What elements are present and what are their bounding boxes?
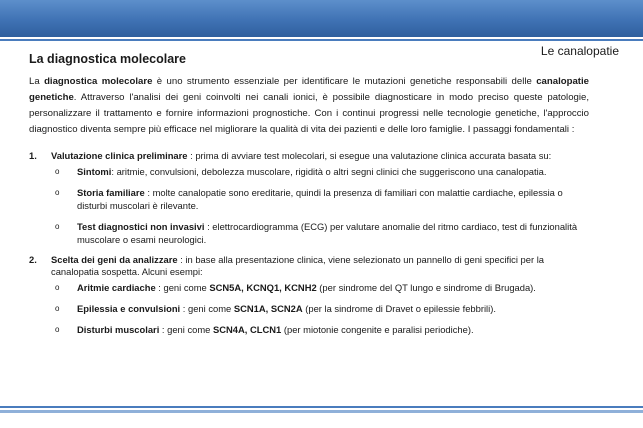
sub-list <box>51 281 589 336</box>
sub-text: : geni come <box>155 282 210 293</box>
sub-item <box>51 302 589 315</box>
intro-text-3: . Attraverso l'analisi dei geni coinvolti nei canali ionici, è possibile diagnosticare in modo preciso queste patologie, personalizzare il trattamento e fornire informazioni prognostiche. Con i continui progressi nelle tecnologie genetiche, l'approccio diagnostico diventa sempre più efficace nel migliorare la qualità di vita dei pazienti e delle loro famiglie. I passaggi fondamentali : <box>29 92 589 135</box>
step-number: 2. <box>29 254 37 265</box>
sub-title: Disturbi muscolari <box>77 324 160 335</box>
step-title: Scelta dei geni da analizzare <box>51 254 178 265</box>
bullet-o-icon: o <box>55 304 60 313</box>
sub-item <box>51 165 589 178</box>
bullet-o-icon: o <box>55 283 60 292</box>
header-rule <box>0 39 643 41</box>
sub-text: (per miotonie congenite e paralisi periodiche). <box>281 324 474 335</box>
sub-title: Aritmie cardiache <box>77 282 156 293</box>
steps-list <box>29 150 589 336</box>
sub-item <box>51 186 589 212</box>
sub-text: : geni come <box>180 303 234 314</box>
step-item <box>29 150 589 246</box>
sub-title: Test diagnostici non invasivi <box>77 221 205 232</box>
sub-item <box>51 323 589 336</box>
sub-text: (per la sindrome di Dravet o epilessie febbrili). <box>302 303 496 314</box>
sub-text: : elettrocardiogramma (ECG) per valutare anomalie del ritmo cardiaco, test di funzionalità muscolare o esami neurologici. <box>77 221 578 245</box>
slide-content <box>29 52 589 344</box>
sub-title: Storia familiare <box>77 187 145 198</box>
step-text: : in base alla presentazione clinica, viene selezionato un pannello di geni specifici per la canalopatia sospetta. Alcuni esempi: <box>51 254 545 277</box>
sub-text: : geni come <box>159 324 213 335</box>
intro-text-2: è uno strumento essenziale per identificare le mutazioni genetiche responsabili delle <box>152 76 537 87</box>
step-title: Valutazione clinica preliminare <box>51 150 188 161</box>
sub-title: Epilessia e convulsioni <box>77 303 181 314</box>
step-number: 1. <box>29 150 37 161</box>
bullet-o-icon: o <box>55 222 60 231</box>
gene-list: SCN4A, CLCN1 <box>213 324 282 335</box>
sub-title: Sintomi <box>77 166 112 177</box>
header-band <box>0 0 643 37</box>
section-label: Le canalopatie <box>540 44 619 58</box>
intro-paragraph <box>29 74 589 138</box>
gene-list: SCN5A, KCNQ1, KCNH2 <box>209 282 317 293</box>
sub-item <box>51 281 589 294</box>
intro-bold-2: canalopatie genetiche <box>29 76 589 103</box>
slide-title: La diagnostica molecolare <box>29 52 186 66</box>
bullet-o-icon: o <box>55 188 60 197</box>
sub-item <box>51 220 589 246</box>
intro-text-1: La <box>29 76 45 87</box>
sub-text: : aritmie, convulsioni, debolezza muscolare, rigidità o altri segni clinici che suggeriscono una canalopatia. <box>111 166 547 177</box>
step-text: : prima di avviare test molecolari, si esegue una valutazione clinica accurata basata su: <box>187 150 552 161</box>
sub-text: : molte canalopatie sono ereditarie, quindi la presenza di familiari con malattie cardiache, epilessia o disturbi muscolari è rilevante. <box>77 187 563 211</box>
intro-bold-1: diagnostica molecolare <box>44 76 153 87</box>
gene-list: SCN1A, SCN2A <box>233 303 303 314</box>
footer-band <box>0 410 643 413</box>
step-item <box>29 254 589 336</box>
sub-text: (per sindrome del QT lungo e sindrome di Brugada). <box>316 282 536 293</box>
bullet-o-icon: o <box>55 325 60 334</box>
bullet-o-icon: o <box>55 167 60 176</box>
sub-list <box>51 165 589 246</box>
footer-rule <box>0 406 643 408</box>
